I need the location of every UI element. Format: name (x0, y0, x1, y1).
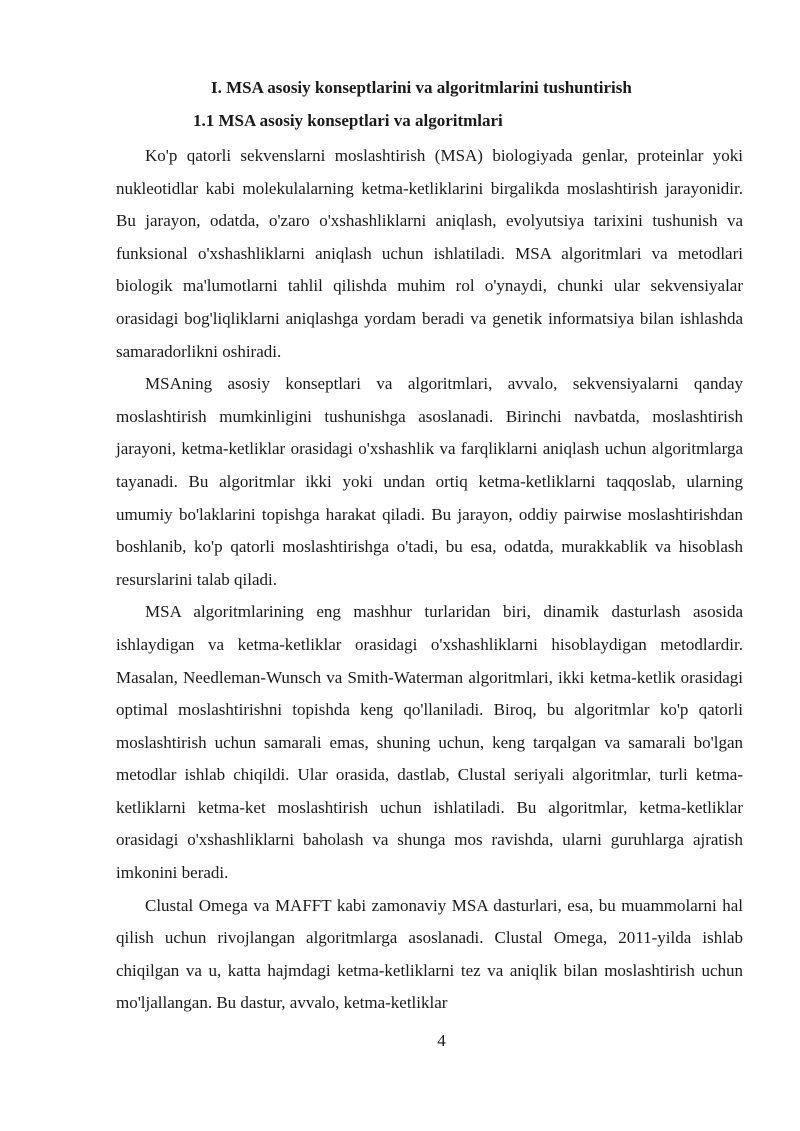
paragraph-3: MSA algoritmlarining eng mashhur turlaridan biri, dinamik dasturlash asosida ishlaydigan va ketma-ketliklar orasidagi o'xshashliklarni hisoblaydigan metodlardir. Masalan, Needleman-Wunsch va Smith-Waterman algoritmlari, ikki ketma-ketlik orasidagi optimal moslashtirishni topishda keng qo'llaniladi. Biroq, bu algoritmlar ko'p qatorli moslashtirish uchun samarali emas, shuning uchun, keng tarqalgan va samarali bo'lgan metodlar ishlab chiqildi. Ular orasida, dastlab, Clustal seriyali algoritmlar, turli ketma-ketliklarni ketma-ket moslashtirish uchun ishlatiladi. Bu algoritmlar, ketma-ketliklar orasidagi o'xshashliklarni baholash va shunga mos ravishda, ularni guruhlarga ajratish imkonini beradi. (116, 602, 743, 883)
paragraph-1: Ko'p qatorli sekvenslarni moslashtirish (MSA) biologiyada genlar, proteinlar yoki nukleotidlar kabi molekulalarning ketma-ketliklarini birgalikda moslashtirish jarayonidir. Bu jarayon, odatda, o'zaro o'xshashliklarni aniqlash, evolyutsiya tarixini tushunish va funksional o'xshashliklarni aniqlash uchun ishlatiladi. MSA algoritmlari va metodlari biologik ma'lumotlarni tahlil qilishda muhim rol o'ynaydi, chunki ular sekvensiyalar orasidagi bog'liqliklarni aniqlashga yordam beradi va genetik informatsiya bilan ishlashda samaradorlikni oshiradi. (116, 146, 743, 361)
paragraph-2: MSAning asosiy konseptlari va algoritmlari, avvalo, sekvensiyalarni qanday moslashtirish mumkinligini tushunishga asoslanadi. Birinchi navbatda, moslashtirish jarayoni, ketma-ketliklar orasidagi o'xshashlik va farqliklarni aniqlash uchun algoritmlarga tayanadi. Bu algoritmlar ikki yoki undan ortiq ketma-ketliklarni taqqoslab, ularning umumiy bo'laklarini topishga harakat qiladi. Bu jarayon, oddiy pairwise moslashtirishdan boshlanib, ko'p qatorli moslashtirishga o'tadi, bu esa, odatda, murakkablik va hisoblash resurslarini talab qiladi. (116, 374, 743, 589)
chapter-heading: I. MSA asosiy konseptlarini va algoritmlarini tushuntirish (211, 78, 632, 97)
paragraph-4: Clustal Omega va MAFFT kabi zamonaviy MSA dasturlari, esa, bu muammolarni hal qilish uchun rivojlangan algoritmlarga asoslanadi. Clustal Omega, 2011-yilda ishlab chiqilgan va u, katta hajmdagi ketma-ketliklarni tez va aniqlik bilan moslashtirish uchun mo'ljallangan. Bu dastur, avvalo, ketma-ketliklar (116, 895, 743, 1013)
section-heading: 1.1 MSA asosiy konseptlari va algoritmlari (193, 111, 503, 130)
body-text (116, 140, 743, 1020)
page-number: 4 (437, 1031, 446, 1050)
